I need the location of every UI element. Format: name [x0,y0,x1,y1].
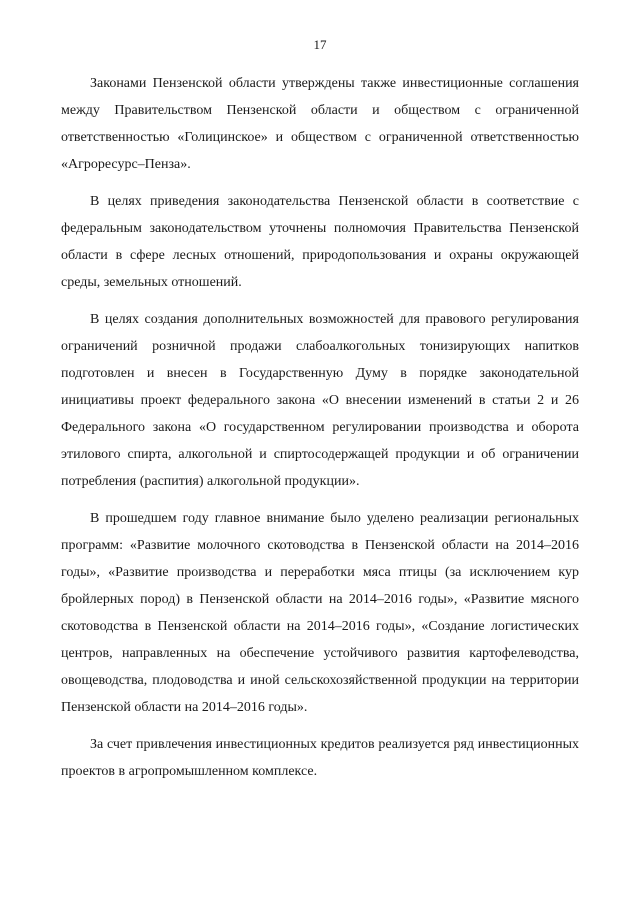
paragraph-investment-credits: За счет привлечения инвестиционных кредитов реализуется ряд инвестиционных проектов в агропромышленном комплексе. [61,737,579,779]
document-body [61,70,579,795]
page-number: 17 [313,37,327,52]
paragraph-investment-agreements: Законами Пензенской области утверждены также инвестиционные соглашения между Правительством Пензенской области и обществом с ограниченной ответственностью «Голицинское» и обществом с ограниченной ответственностью «Агроресурс–Пенза». [61,76,579,172]
paragraph-federal-law-draft: В целях создания дополнительных возможностей для правового регулирования ограничений розничной продажи слабоалкогольных тонизирующих напитков подготовлен и внесен в Государственную Думу в порядке законодательной инициативы проект федерального закона «О внесении изменений в статьи 2 и 26 Федерального закона «О государственном регулировании производства и оборота этилового спирта, алкогольной и спиртосодержащей продукции и об ограничении потребления (распития) алкогольной продукции». [61,312,579,489]
paragraph-regional-programs: В прошедшем году главное внимание было уделено реализации региональных программ: «Развитие молочного скотоводства в Пензенской области на 2014–2016 годы», «Развитие производства и переработки мяса птицы (за исключением кур бройлерных пород) в Пензенской области на 2014–2016 годы», «Развитие мясного скотоводства в Пензенской области на 2014–2016 годы», «Создание логистических центров, направленных на обеспечение устойчивого развития картофелеводства, овощеводства, плодоводства и иной сельскохозяйственной продукции на территории Пензенской области на 2014–2016 годы». [61,511,579,715]
paragraph-legislation-alignment: В целях приведения законодательства Пензенской области в соответствие с федеральным законодательством уточнены полномочия Правительства Пензенской области в сфере лесных отношений, природопользования и охраны окружающей среды, земельных отношений. [61,194,579,290]
